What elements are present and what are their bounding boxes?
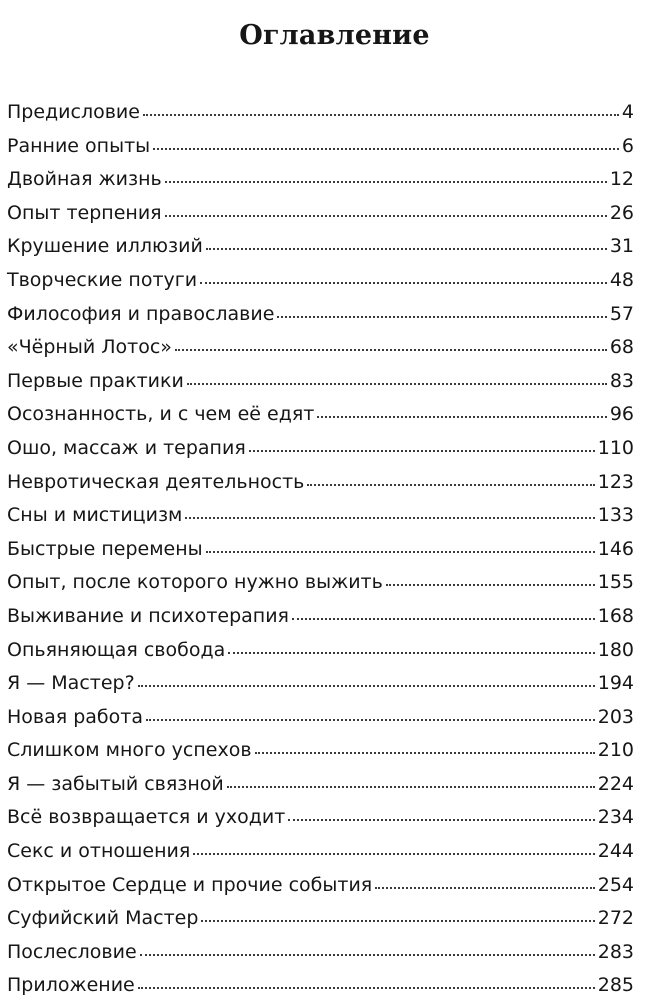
dot-leader — [165, 180, 607, 183]
dot-leader — [307, 483, 594, 486]
toc-entry-page-number: 180 — [597, 638, 634, 661]
dot-leader — [206, 247, 607, 250]
toc-entry-title: Невротическая деятельность — [7, 470, 305, 493]
toc-entry — [7, 936, 634, 970]
toc-entry-page-number: 68 — [609, 336, 634, 359]
toc-entry-title: Всё возвращается и уходит — [7, 806, 286, 829]
toc-entry-title: «Чёрный Лотос» — [7, 336, 172, 359]
toc-entry — [7, 667, 634, 701]
toc-entry-page-number: 210 — [597, 739, 634, 762]
toc-entry — [7, 566, 634, 600]
toc-entry-title: Открытое Сердце и прочие события — [7, 873, 373, 896]
toc-entry-title: Ранние опыты — [7, 134, 151, 157]
table-of-contents — [7, 96, 634, 1003]
dot-leader — [227, 785, 595, 788]
toc-entry — [7, 365, 634, 399]
toc-entry-title: Выживание и психотерапия — [7, 604, 289, 627]
toc-entry-title: Приложение — [7, 974, 135, 997]
dot-leader — [200, 281, 607, 284]
toc-entry-page-number: 155 — [597, 571, 634, 594]
toc-entry — [7, 902, 634, 936]
dot-leader — [288, 818, 594, 821]
toc-entry-title: Опыт, после которого нужно выжить — [7, 571, 383, 594]
dot-leader — [146, 718, 595, 721]
toc-entry — [7, 130, 634, 164]
toc-entry-title: Опыт терпения — [7, 201, 162, 224]
dot-leader — [153, 147, 619, 150]
toc-entry-title: Сны и мистицизм — [7, 504, 183, 527]
toc-entry — [7, 230, 634, 264]
toc-entry-title: Творческие потуги — [7, 268, 198, 291]
toc-entry-page-number: 110 — [597, 436, 634, 459]
dot-leader — [228, 651, 594, 654]
toc-entry-title: Первые практики — [7, 369, 184, 392]
toc-entry-page-number: 6 — [621, 134, 634, 157]
dot-leader — [193, 852, 594, 855]
dot-leader — [201, 919, 594, 922]
dot-leader — [317, 415, 606, 418]
toc-entry-page-number: 285 — [597, 974, 634, 997]
dot-leader — [386, 583, 595, 586]
toc-entry — [7, 331, 634, 365]
toc-entry-page-number: 168 — [597, 604, 634, 627]
dot-leader — [255, 751, 595, 754]
toc-entry — [7, 298, 634, 332]
toc-entry-page-number: 83 — [609, 369, 634, 392]
toc-entry-title: Секс и отношения — [7, 840, 191, 863]
toc-entry-page-number: 194 — [597, 672, 634, 695]
toc-entry-page-number: 244 — [597, 840, 634, 863]
toc-entry-page-number: 48 — [609, 268, 634, 291]
toc-entry — [7, 768, 634, 802]
toc-entry-page-number: 224 — [597, 772, 634, 795]
toc-entry-page-number: 96 — [609, 403, 634, 426]
toc-entry-title: Слишком много успехов — [7, 739, 252, 762]
dot-leader — [175, 348, 607, 351]
toc-entry-page-number: 123 — [597, 470, 634, 493]
toc-entry — [7, 163, 634, 197]
toc-entry-page-number: 133 — [597, 504, 634, 527]
toc-entry — [7, 398, 634, 432]
toc-entry-title: Двойная жизнь — [7, 168, 162, 191]
toc-entry-title: Я — Мастер? — [7, 672, 135, 695]
dot-leader — [143, 113, 619, 116]
toc-entry-page-number: 146 — [597, 537, 634, 560]
toc-entry-page-number: 12 — [609, 168, 634, 191]
toc-entry — [7, 835, 634, 869]
toc-entry — [7, 734, 634, 768]
toc-entry-page-number: 254 — [597, 873, 634, 896]
toc-entry — [7, 264, 634, 298]
toc-entry — [7, 466, 634, 500]
toc-entry-page-number: 31 — [609, 235, 634, 258]
toc-entry-title: Крушение иллюзий — [7, 235, 203, 258]
toc-entry — [7, 969, 634, 1003]
toc-entry-title: Философия и православие — [7, 302, 275, 325]
toc-entry — [7, 600, 634, 634]
toc-entry-title: Ошо, массаж и терапия — [7, 436, 246, 459]
dot-leader — [140, 953, 595, 956]
toc-entry — [7, 869, 634, 903]
dot-leader — [185, 516, 594, 519]
toc-entry-page-number: 26 — [609, 201, 634, 224]
toc-entry-page-number: 203 — [597, 705, 634, 728]
toc-entry — [7, 634, 634, 668]
toc-entry-title: Я — забытый связной — [7, 772, 224, 795]
toc-entry-page-number: 272 — [597, 907, 634, 930]
dot-leader — [206, 550, 595, 553]
toc-entry — [7, 432, 634, 466]
toc-entry — [7, 701, 634, 735]
toc-entry-title: Быстрые перемены — [7, 537, 203, 560]
dot-leader — [375, 886, 595, 889]
dot-leader — [277, 315, 606, 318]
toc-entry-title: Осознанность, и с чем её едят — [7, 403, 315, 426]
dot-leader — [138, 684, 595, 687]
toc-entry-page-number: 4 — [621, 101, 634, 123]
toc-entry-title: Послесловие — [7, 940, 137, 963]
toc-entry-page-number: 57 — [609, 302, 634, 325]
toc-entry — [7, 533, 634, 567]
toc-entry-page-number: 234 — [597, 806, 634, 829]
dot-leader — [249, 449, 595, 452]
toc-entry-page-number: 283 — [597, 940, 634, 963]
dot-leader — [292, 617, 595, 620]
page-title: Оглавление — [239, 20, 430, 52]
dot-leader — [165, 214, 607, 217]
toc-entry-title: Новая работа — [7, 705, 143, 728]
toc-entry-title: Опьяняющая свобода — [7, 638, 226, 661]
dot-leader — [138, 986, 595, 989]
toc-entry-title: Предисловие — [7, 101, 140, 123]
toc-entry — [7, 197, 634, 231]
toc-entry — [7, 96, 634, 130]
toc-entry — [7, 801, 634, 835]
toc-entry-title: Суфийский Мастер — [7, 907, 199, 930]
toc-entry — [7, 499, 634, 533]
dot-leader — [187, 382, 607, 385]
